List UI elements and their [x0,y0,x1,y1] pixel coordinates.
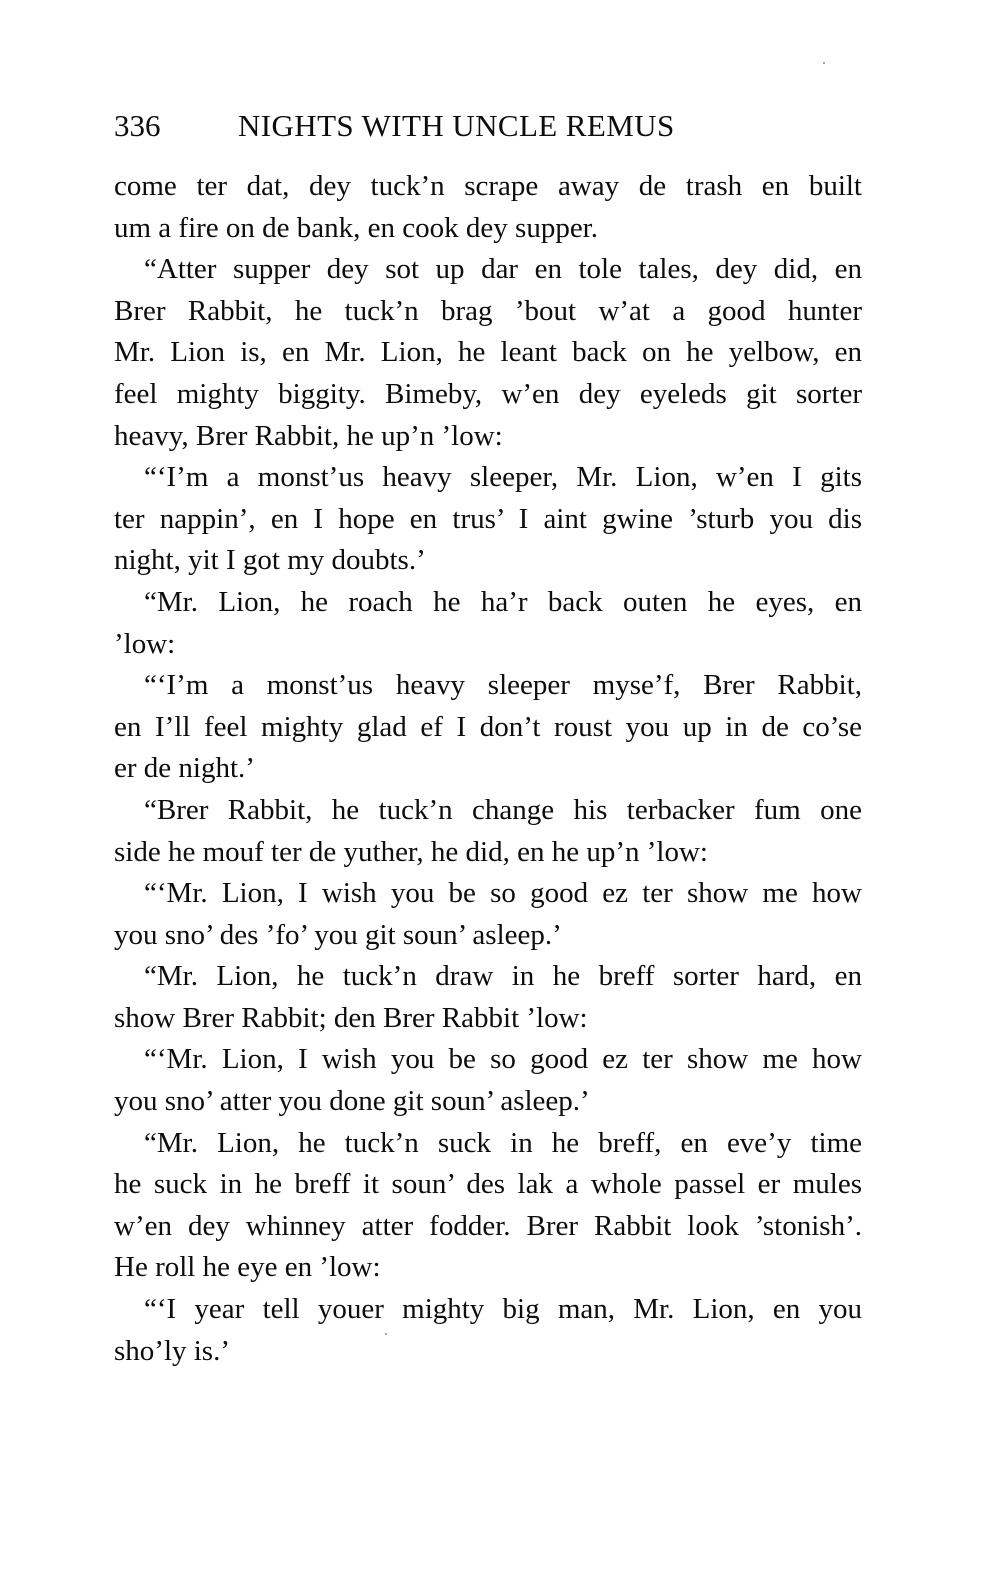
paragraph [114,1289,862,1372]
text-line: “‘Mr. Lion, I wish you be so good ez ter show me how [144,1043,862,1076]
text-line: show Brer Rabbit; den Brer Rabbit ’low: [114,1001,588,1034]
text-line: Mr. Lion is, en Mr. Lion, he leant back on he yelbow, en [114,336,862,369]
text-line: sho’ly is.’ [114,1334,230,1367]
paragraph [114,249,862,457]
text-line: Brer Rabbit, he tuck’n brag ’bout w’at a good hunter [114,294,862,327]
text-line: “‘I’m a monst’us heavy sleeper, Mr. Lion, w’en I gits [144,461,862,494]
paragraph [114,873,862,956]
paragraph [114,1123,862,1289]
paragraph [114,582,862,665]
running-head [114,102,874,150]
text-line: ’low: [114,627,176,660]
paragraph [114,956,862,1039]
text-line: you sno’ atter you done git soun’ asleep.’ [114,1085,590,1118]
text-line: um a fire on de bank, en cook dey supper. [114,211,598,244]
text-line: “Mr. Lion, he tuck’n draw in he breff sorter hard, en [144,960,862,993]
text-line: “‘Mr. Lion, I wish you be so good ez ter show me how [144,877,862,910]
running-title: NIGHTS WITH UNCLE REMUS [238,108,675,143]
scan-speck [385,1333,387,1335]
text-line: “Atter supper dey sot up dar en tole tales, dey did, en [144,253,862,286]
body-text [114,166,862,1372]
text-line: He roll he eye en ’low: [114,1251,381,1284]
text-line: come ter dat, dey tuck’n scrape away de trash en built [114,170,862,202]
text-line: “‘I’m a monst’us heavy sleeper myse’f, Brer Rabbit, [144,669,862,702]
text-line: ter nappin’, en I hope en trus’ I aint gwine ’sturb you dis [114,502,862,535]
paragraph [114,665,862,790]
text-line: he suck in he breff it soun’ des lak a whole passel er mules [114,1168,862,1201]
paragraph [114,1039,862,1122]
text-line: side he mouf ter de yuther, he did, en he up’n ’low: [114,835,708,868]
paragraph [114,166,862,249]
text-line: er de night.’ [114,752,255,785]
text-line: “Mr. Lion, he roach he ha’r back outen he eyes, en [144,585,862,618]
page-number: 336 [114,108,161,143]
scan-speck [823,62,825,64]
paragraph [114,790,862,873]
text-line: en I’ll feel mighty glad ef I don’t roust you up in de co’se [114,710,862,743]
text-line: feel mighty biggity. Bimeby, w’en dey eyeleds git sorter [114,377,862,410]
text-line: you sno’ des ’fo’ you git soun’ asleep.’ [114,918,562,951]
text-line: “‘I year tell youer mighty big man, Mr. Lion, en you [144,1293,862,1326]
text-line: w’en dey whinney atter fodder. Brer Rabbit look ’stonish’. [114,1209,862,1242]
paragraph [114,457,862,582]
text-line: night, yit I got my doubts.’ [114,544,426,577]
text-line: “Mr. Lion, he tuck’n suck in he breff, en eve’y time [144,1126,862,1159]
text-line: “Brer Rabbit, he tuck’n change his terbacker fum one [144,793,862,826]
text-line: heavy, Brer Rabbit, he up’n ’low: [114,419,503,452]
